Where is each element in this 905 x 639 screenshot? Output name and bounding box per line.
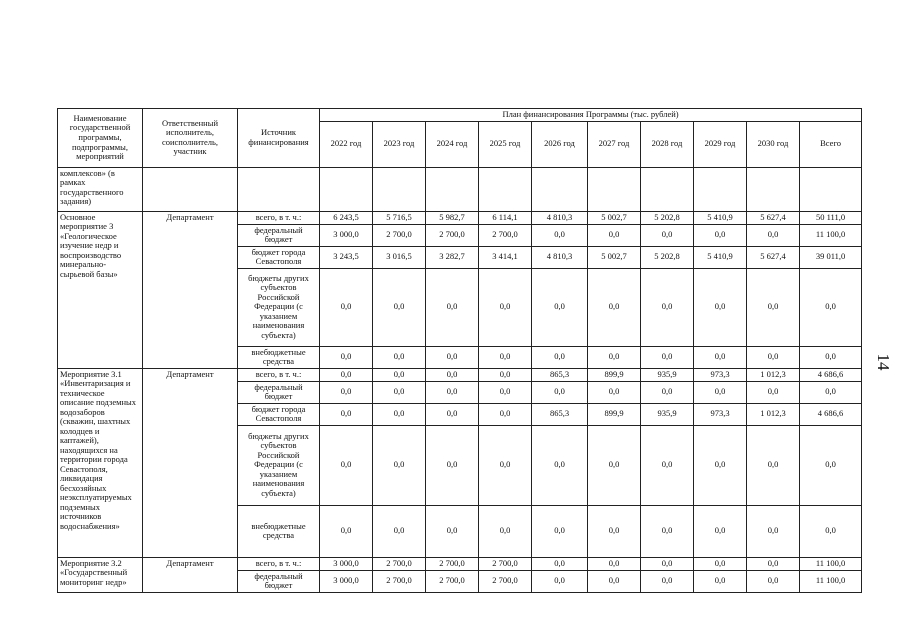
total-value-cell: 0,0 [800,346,862,368]
year-value-cell: 5 716,5 [373,211,426,224]
year-value-cell: 0,0 [588,268,641,346]
year-value-cell: 5 202,8 [641,246,694,268]
year-value-cell: 0,0 [426,368,479,381]
year-value-cell: 0,0 [373,346,426,368]
year-value-cell: 0,0 [426,268,479,346]
year-value-cell: 5 410,9 [694,211,747,224]
year-value-cell: 2 700,0 [373,224,426,246]
table-header [58,109,862,168]
responsible-executor: Департамент [143,211,238,368]
year-value-cell: 0,0 [747,425,800,505]
year-value-cell: 5 410,9 [694,246,747,268]
responsible-executor: Департамент [143,557,238,592]
page-number: 14 [874,353,893,371]
header-year: 2027 год [588,121,641,167]
year-value-cell: 0,0 [694,570,747,592]
year-value-cell: 0,0 [532,268,588,346]
year-value-cell: 0,0 [641,570,694,592]
year-value-cell: 935,9 [641,403,694,425]
year-value-cell: 0,0 [747,505,800,557]
year-value-cell: 1 012,3 [747,368,800,381]
year-value-cell: 0,0 [641,224,694,246]
year-value-cell: 0,0 [588,557,641,570]
financing-table [57,108,862,593]
header-year: 2023 год [373,121,426,167]
funding-source: бюджеты других субъектов Российской Федерации (с указанием наименования субъекта) [238,425,320,505]
year-value-cell: 899,9 [588,403,641,425]
funding-source: всего, в т. ч.: [238,557,320,570]
year-value-cell: 0,0 [747,268,800,346]
year-value-cell: 0,0 [373,368,426,381]
year-value-cell: 0,0 [426,381,479,403]
year-value-cell: 0,0 [320,381,373,403]
header-year: 2029 год [694,121,747,167]
year-value-cell: 0,0 [479,268,532,346]
year-value-cell: 973,3 [694,403,747,425]
year-value-cell: 0,0 [320,403,373,425]
total-value-cell: 0,0 [800,505,862,557]
total-value-cell: 0,0 [800,381,862,403]
year-value-cell: 0,0 [641,505,694,557]
funding-source: бюджеты других субъектов Российской Федерации (с указанием наименования субъекта) [238,268,320,346]
year-value-cell: 0,0 [588,425,641,505]
responsible-executor: Департамент [143,368,238,557]
year-value-cell: 0,0 [426,505,479,557]
total-value-cell: 0,0 [800,425,862,505]
continuation-row [58,167,862,211]
year-value-cell: 0,0 [426,425,479,505]
header-year: 2025 год [479,121,532,167]
year-value-cell: 4 810,3 [532,246,588,268]
year-value-cell: 0,0 [479,425,532,505]
total-value-cell: 50 111,0 [800,211,862,224]
funding-source: федеральный бюджет [238,381,320,403]
year-value-cell: 0,0 [479,368,532,381]
year-value-cell: 5 627,4 [747,211,800,224]
year-value-cell: 899,9 [588,368,641,381]
total-value-cell: 11 100,0 [800,224,862,246]
year-value-cell: 0,0 [641,381,694,403]
year-value-cell: 0,0 [320,268,373,346]
header-year: 2028 год [641,121,694,167]
funding-source: федеральный бюджет [238,570,320,592]
header-name: Наименование государственной программы, подпрограммы, мероприятий [58,109,143,168]
year-value-cell: 0,0 [532,425,588,505]
year-value-cell: 6 114,1 [479,211,532,224]
year-value-cell: 0,0 [426,403,479,425]
year-value-cell: 0,0 [694,381,747,403]
year-value-cell: 5 627,4 [747,246,800,268]
year-value-cell: 5 002,7 [588,211,641,224]
year-value-cell: 2 700,0 [479,557,532,570]
year-value-cell: 0,0 [320,425,373,505]
funding-source: всего, в т. ч.: [238,368,320,381]
year-value-cell: 3 000,0 [320,570,373,592]
year-value-cell: 0,0 [641,425,694,505]
measure-name: Мероприятие 3.1 «Инвентаризация и техническое описание подземных водозаборов (скважин, шахтных колодцев и каптажей), находящихся на территории города Севастополя, ликвидация бесхозяйных неэксплуатируемых подземных источников водоснабжения» [58,368,143,557]
header-plan-title: План финансирования Программы (тыс. рублей) [320,109,862,122]
year-value-cell: 2 700,0 [426,570,479,592]
year-value-cell: 0,0 [694,425,747,505]
total-value-cell: 4 686,6 [800,368,862,381]
header-year: 2022 год [320,121,373,167]
year-value-cell: 3 243,5 [320,246,373,268]
year-value-cell: 0,0 [694,557,747,570]
year-value-cell: 6 243,5 [320,211,373,224]
year-value-cell: 0,0 [694,224,747,246]
header-total: Всего [800,121,862,167]
year-value-cell: 0,0 [479,346,532,368]
total-value-cell: 4 686,6 [800,403,862,425]
year-value-cell: 2 700,0 [426,224,479,246]
year-value-cell: 0,0 [588,224,641,246]
year-value-cell: 0,0 [479,403,532,425]
year-value-cell: 0,0 [532,557,588,570]
year-value-cell: 0,0 [426,346,479,368]
year-value-cell: 0,0 [747,381,800,403]
header-responsible: Ответственный исполнитель, соисполнитель, участник [143,109,238,168]
year-value-cell: 0,0 [373,268,426,346]
year-value-cell: 0,0 [532,570,588,592]
year-value-cell: 0,0 [747,346,800,368]
year-value-cell: 0,0 [532,346,588,368]
table-row [58,368,862,381]
year-value-cell: 0,0 [373,381,426,403]
year-value-cell: 865,3 [532,368,588,381]
table-row [58,557,862,570]
total-value-cell: 11 100,0 [800,557,862,570]
year-value-cell: 0,0 [588,570,641,592]
year-value-cell: 5 982,7 [426,211,479,224]
year-value-cell: 0,0 [641,346,694,368]
year-value-cell: 0,0 [320,368,373,381]
year-value-cell: 2 700,0 [479,224,532,246]
funding-source: внебюджетные средства [238,505,320,557]
year-value-cell: 2 700,0 [479,570,532,592]
year-value-cell: 0,0 [373,403,426,425]
header-year: 2030 год [747,121,800,167]
year-value-cell: 0,0 [747,224,800,246]
continuation-name: комплексов» (в рамках государственного задания) [58,167,143,211]
year-value-cell: 3 414,1 [479,246,532,268]
measure-name: Основное мероприятие 3 «Геологическое изучение недр и воспроизводство минерально-сырьевой базы» [58,211,143,368]
year-value-cell: 3 282,7 [426,246,479,268]
funding-source: всего, в т. ч.: [238,211,320,224]
header-year: 2024 год [426,121,479,167]
year-value-cell: 0,0 [373,505,426,557]
year-value-cell: 0,0 [747,557,800,570]
year-value-cell: 0,0 [588,381,641,403]
year-value-cell: 5 002,7 [588,246,641,268]
year-value-cell: 0,0 [320,346,373,368]
year-value-cell: 935,9 [641,368,694,381]
table-body [58,167,862,592]
year-value-cell: 2 700,0 [373,570,426,592]
year-value-cell: 0,0 [588,505,641,557]
year-value-cell: 0,0 [641,557,694,570]
year-value-cell: 0,0 [747,570,800,592]
year-value-cell: 5 202,8 [641,211,694,224]
year-value-cell: 1 012,3 [747,403,800,425]
header-source: Источник финансирования [238,109,320,168]
year-value-cell: 0,0 [694,346,747,368]
year-value-cell: 0,0 [320,505,373,557]
year-value-cell: 3 016,5 [373,246,426,268]
year-value-cell: 0,0 [588,346,641,368]
year-value-cell: 3 000,0 [320,557,373,570]
year-value-cell: 0,0 [532,381,588,403]
year-value-cell: 0,0 [694,505,747,557]
year-value-cell: 0,0 [532,224,588,246]
year-value-cell: 973,3 [694,368,747,381]
year-value-cell: 0,0 [641,268,694,346]
year-value-cell: 0,0 [373,425,426,505]
year-value-cell: 0,0 [532,505,588,557]
total-value-cell: 11 100,0 [800,570,862,592]
total-value-cell: 0,0 [800,268,862,346]
header-year: 2026 год [532,121,588,167]
table-row [58,211,862,224]
year-value-cell: 865,3 [532,403,588,425]
year-value-cell: 3 000,0 [320,224,373,246]
funding-source: бюджет города Севастополя [238,246,320,268]
year-value-cell: 2 700,0 [373,557,426,570]
year-value-cell: 2 700,0 [426,557,479,570]
funding-source: бюджет города Севастополя [238,403,320,425]
year-value-cell: 4 810,3 [532,211,588,224]
year-value-cell: 0,0 [479,381,532,403]
funding-source: федеральный бюджет [238,224,320,246]
funding-source: внебюджетные средства [238,346,320,368]
total-value-cell: 39 011,0 [800,246,862,268]
measure-name: Мероприятие 3.2 «Государственный мониторинг недр» [58,557,143,592]
year-value-cell: 0,0 [694,268,747,346]
year-value-cell: 0,0 [479,505,532,557]
